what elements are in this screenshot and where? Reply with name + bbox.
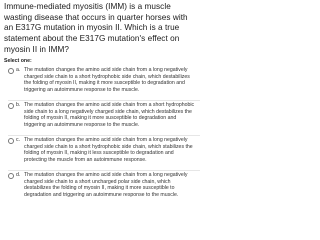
answer-option-a[interactable] bbox=[0, 66, 200, 102]
select-one-label: Select one: bbox=[4, 58, 32, 64]
radio-b[interactable] bbox=[8, 103, 14, 109]
radio-c[interactable] bbox=[8, 138, 14, 144]
answer-option-d[interactable] bbox=[0, 171, 200, 204]
question-text: Immune-mediated myositis (IMM) is a muscle wasting disease that occurs in quarter horses with an E317G mutation in myosin II. Which is a true statement about the E317G mutation's effect on myosin II in IMM? bbox=[4, 2, 188, 54]
option-letter-c: c. bbox=[16, 137, 21, 143]
option-text-c: The mutation changes the amino acid side chain from a long negatively charged side chain to a short hydrophobic side chain, which stabilizes the folding of myosin II, making it less susceptible to degradation and protecting the muscle from an autoimmune response. bbox=[24, 137, 193, 163]
option-text-b: The mutation changes the amino acid side chain from a short hydrophobic side chain to a long negatively charged side chain, which destabilizes the folding of myosin II, making it more susceptible to degradation and triggering an autoimmune response to the muscle. bbox=[24, 102, 195, 128]
option-letter-a: a. bbox=[16, 67, 21, 73]
answer-option-c[interactable] bbox=[0, 136, 200, 170]
radio-d[interactable] bbox=[8, 173, 14, 179]
option-letter-b: b. bbox=[16, 102, 21, 108]
radio-a[interactable] bbox=[8, 68, 14, 74]
option-letter-d: d. bbox=[16, 172, 21, 178]
option-text-a: The mutation changes the amino acid side chain from a long negatively charged side chain to a short hydrophobic side chain, which destabilizes the folding of myosin II, making it more susceptible to degradation and triggering an autoimmune response to the muscle. bbox=[24, 67, 190, 93]
answer-option-b[interactable] bbox=[0, 101, 200, 135]
option-text-d: The mutation changes the amino acid side chain from a long negatively charged side chain to a short uncharged polar side chain, which destabilizes the folding of myosin II, making it more susceptible to degradation and triggering an autoimmune response to the muscle. bbox=[24, 172, 188, 198]
